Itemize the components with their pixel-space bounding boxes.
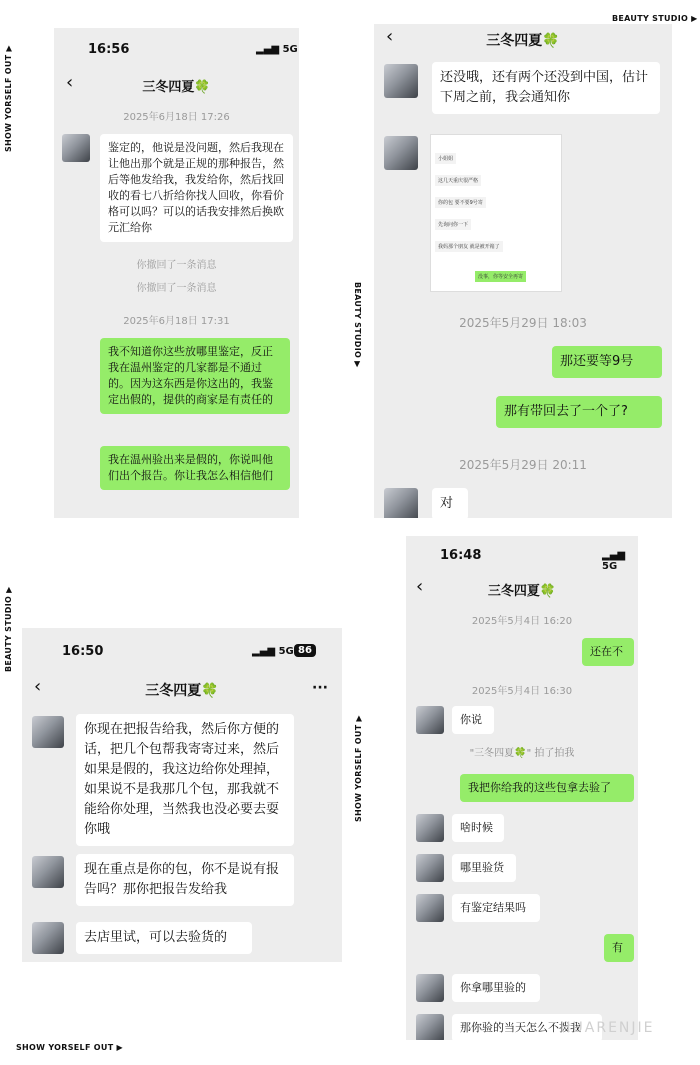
embedded-message: 先询问你一下	[435, 219, 471, 230]
show-yourself-out-label-bottom-left: SHOW YORSELF OUT ▶	[16, 1043, 124, 1052]
message-bubble: 你说	[452, 706, 494, 734]
embedded-message: 你的包 要不要9号寄	[435, 197, 486, 208]
contact-name: 三冬四夏🍀	[487, 584, 557, 599]
contact-avatar[interactable]	[416, 706, 444, 734]
chat-header	[54, 72, 299, 95]
embedded-message-sent: 没事，你等安全再寄	[475, 271, 526, 282]
beauty-studio-label-top-right: BEAUTY STUDIO ▶	[612, 14, 698, 23]
back-arrow-icon[interactable]: ‹	[386, 26, 394, 47]
site-watermark-logo	[560, 992, 655, 1036]
chat-screenshot-4	[406, 536, 638, 1040]
contact-name: 三冬四夏🍀	[142, 80, 211, 95]
watermark-brand: HUARENJIE	[560, 1020, 655, 1036]
status-time: 16:56	[88, 42, 130, 57]
timestamp: 2025年6月18日 17:26	[123, 112, 230, 123]
recall-notice: 你撤回了一条消息	[136, 283, 217, 294]
message-bubble-sent: 我不知道你这些放哪里鉴定，反正我在温州鉴定的几家都是不通过的。因为这东西是你这出的，我鉴定出假的，提供的商家是有责任的	[100, 338, 290, 414]
pat-notice: "三冬四夏🍀" 拍了拍我	[469, 748, 575, 759]
chat-header	[374, 26, 672, 50]
back-arrow-icon[interactable]: ‹	[66, 72, 74, 93]
back-arrow-icon[interactable]: ‹	[34, 676, 42, 697]
message-bubble: 有鉴定结果吗	[452, 894, 540, 922]
signal-icon: ▂▄▆ 5G	[602, 550, 626, 572]
contact-avatar[interactable]	[32, 856, 64, 888]
message-bubble-sent: 那有带回去了一个了?	[496, 396, 662, 428]
contact-avatar[interactable]	[384, 136, 418, 170]
message-bubble-sent: 我在温州验出来是假的，你说叫他们出个报告。你让我怎么相信他们	[100, 446, 290, 490]
contact-avatar[interactable]	[32, 716, 64, 748]
timestamp: 2025年6月18日 17:31	[123, 316, 230, 327]
chat-header	[406, 576, 638, 599]
recall-notice: 你撤回了一条消息	[136, 260, 217, 271]
timestamp: 2025年5月29日 18:03	[459, 316, 587, 330]
signal-icon: ▂▄▆ 5G	[256, 44, 298, 55]
embedded-message: 小姐姐	[435, 153, 456, 164]
timestamp: 2025年5月4日 16:20	[471, 616, 573, 627]
beauty-studio-label-left-bottom: BEAUTY STUDIO ▶	[4, 586, 13, 672]
more-options-icon[interactable]: ···	[312, 680, 328, 696]
message-bubble: 鉴定的，他说是没问题，然后我现在让他出那个就是正规的那种报告，然后等他发给我，我发给你，然后找回收的看七八折给你找人回收，你看价格可以吗？可以的话我安排然后换欧元汇给你	[100, 134, 293, 242]
message-bubble: 你现在把报告给我，然后你方便的话，把几个包帮我寄寄过来，然后如果是假的，我这边给你处理掉，如果说不是我那几个包，那我就不能给你处理，当然我也没必要去耍你哦	[76, 714, 294, 846]
beauty-studio-label-middle: BEAUTY STUDIO ▶	[353, 282, 362, 368]
message-bubble: 还没哦，还有两个还没到中国，估计下周之前，我会通知你	[432, 62, 660, 114]
message-bubble: 去店里试，可以去验货的	[76, 922, 252, 954]
message-bubble: 现在重点是你的包，你不是说有报告吗？那你把报告发给我	[76, 854, 294, 906]
message-bubble: 哪里验货	[452, 854, 516, 882]
message-bubble: 啥时候	[452, 814, 504, 842]
message-bubble: 那你验的当天怎么不拨我	[452, 1014, 602, 1040]
contact-avatar[interactable]	[416, 974, 444, 1002]
signal-icon: ▂▄▆ 5G	[252, 646, 294, 657]
contact-avatar[interactable]	[32, 922, 64, 954]
message-bubble-sent: 那还要等9号	[552, 346, 662, 378]
contact-avatar[interactable]	[384, 64, 418, 98]
contact-avatar[interactable]	[62, 134, 90, 162]
embedded-message: 这几天重庆很严格	[435, 175, 481, 186]
battery-icon: 86	[294, 644, 316, 657]
show-yourself-out-label-right-bottom: SHOW YORSELF OUT ▶	[354, 714, 363, 822]
message-bubble-sent: 还在不	[582, 638, 634, 666]
embedded-chat-screenshot[interactable]	[430, 134, 562, 292]
show-yourself-out-label-left-top: SHOW YORSELF OUT ▶	[4, 44, 13, 152]
contact-name: 三冬四夏🍀	[486, 33, 560, 49]
message-bubble-sent: 有	[604, 934, 634, 962]
back-arrow-icon[interactable]: ‹	[416, 576, 424, 597]
message-bubble-sent: 我把你给我的这些包拿去验了	[460, 774, 634, 802]
contact-name: 三冬四夏🍀	[145, 683, 219, 699]
contact-avatar[interactable]	[416, 854, 444, 882]
contact-avatar[interactable]	[416, 1014, 444, 1040]
chat-screenshot-1	[54, 28, 299, 518]
message-bubble: 对	[432, 488, 468, 518]
chat-header	[22, 676, 342, 700]
chat-screenshot-2	[374, 24, 672, 518]
contact-avatar[interactable]	[384, 488, 418, 518]
timestamp: 2025年5月4日 16:30	[471, 686, 573, 697]
contact-avatar[interactable]	[416, 814, 444, 842]
status-time: 16:50	[62, 644, 104, 659]
chat-screenshot-3	[22, 628, 342, 962]
status-time: 16:48	[440, 548, 482, 563]
embedded-message: 我妈那个朋友 就是被开箱了	[435, 241, 503, 252]
timestamp: 2025年5月29日 20:11	[459, 458, 587, 472]
message-bubble: 你拿哪里验的	[452, 974, 540, 1002]
contact-avatar[interactable]	[416, 894, 444, 922]
